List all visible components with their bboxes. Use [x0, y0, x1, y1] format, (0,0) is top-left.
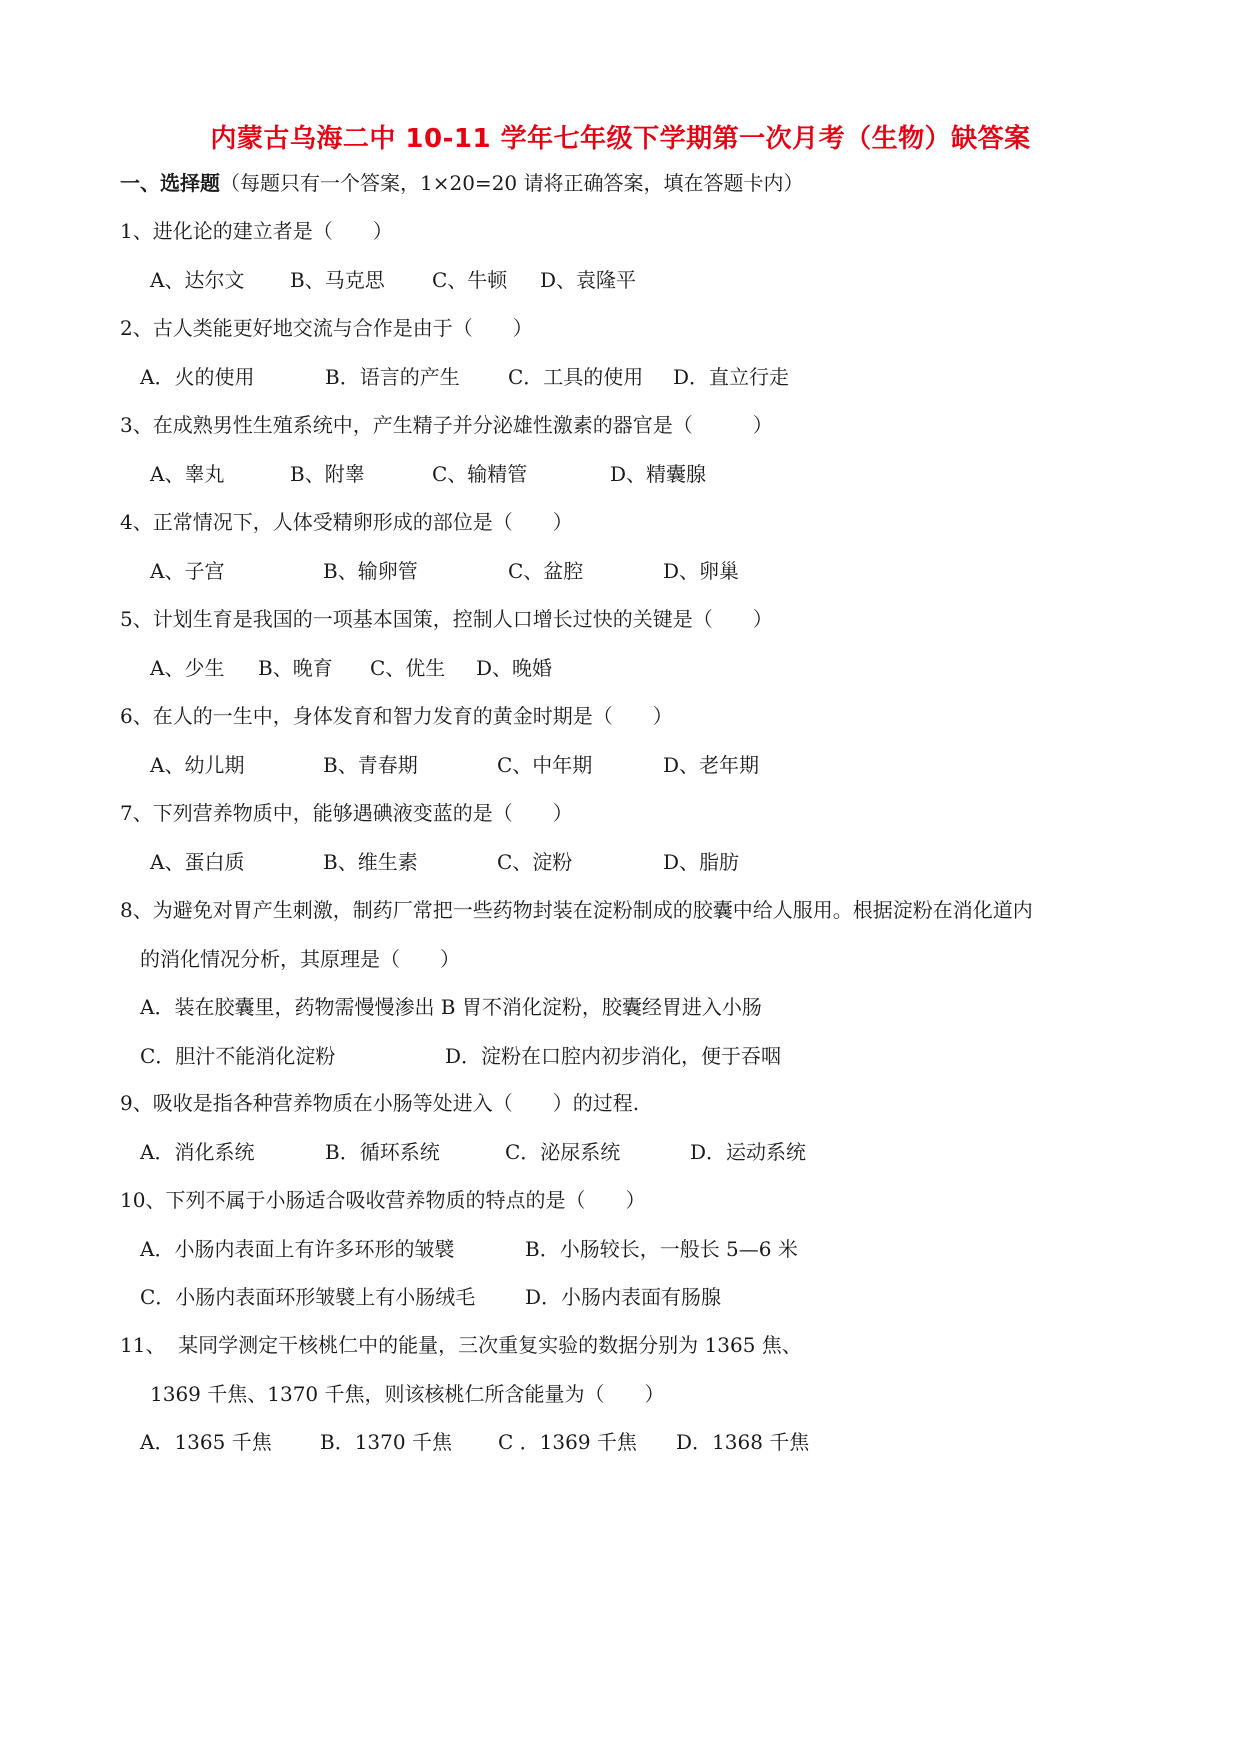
q11-option-c: C ．1369 千焦 — [498, 1430, 637, 1454]
q11-option-d: D．1368 千焦 — [676, 1430, 810, 1454]
q11-option-b: B．1370 千焦 — [320, 1430, 452, 1454]
q10-option-b: B．小肠较长，一般长 5—6 米 — [525, 1237, 798, 1261]
question-stem-11: 11、 某同学测定干核桃仁中的能量，三次重复实验的数据分别为 1365 焦、 — [120, 1333, 802, 1357]
q1-option-d: D、袁隆平 — [540, 268, 637, 292]
q2-option-c: C．工具的使用 — [508, 365, 644, 389]
question-stem-4: 4、正常情况下，人体受精卵形成的部位是（ ） — [120, 510, 573, 534]
q9-option-b: B．循环系统 — [325, 1140, 440, 1164]
q6-option-d: D、老年期 — [663, 753, 760, 777]
question-stem-2: 2、古人类能更好地交流与合作是由于（ ） — [120, 316, 533, 340]
q4-option-b: B、输卵管 — [323, 559, 418, 583]
question-stem-7: 7、下列营养物质中，能够遇碘液变蓝的是（ ） — [120, 801, 573, 825]
q1-option-c: C、牛顿 — [432, 268, 508, 292]
q9-option-d: D．运动系统 — [690, 1140, 807, 1164]
section-heading-row — [120, 170, 804, 196]
q4-option-d: D、卵巢 — [663, 559, 740, 583]
q8-option-c: C．胆汁不能消化淀粉 — [140, 1044, 336, 1068]
q5-option-a: A、少生 — [150, 656, 225, 680]
q1-option-a: A、达尔文 — [150, 268, 245, 292]
section-note: （每题只有一个答案，1×20=20 请将正确答案，填在答题卡内） — [220, 171, 804, 195]
q10-option-a: A．小肠内表面上有许多环形的皱襞 — [140, 1237, 455, 1261]
q3-option-c: C、输精管 — [432, 462, 528, 486]
q10-option-c: C．小肠内表面环形皱襞上有小肠绒毛 — [140, 1285, 476, 1309]
q7-option-d: D、脂肪 — [663, 850, 740, 874]
q2-option-b: B．语言的产生 — [325, 365, 460, 389]
page-title: 内蒙古乌海二中 10-11 学年七年级下学期第一次月考（生物）缺答案 — [210, 124, 1031, 154]
question-stem-8: 8、为避免对胃产生刺激，制药厂常把一些药物封装在淀粉制成的胶囊中给人服用。根据淀粉在消化道内 — [120, 898, 1033, 922]
q7-option-b: B、维生素 — [323, 850, 418, 874]
question-stem-1: 1、进化论的建立者是（ ） — [120, 219, 393, 243]
q9-option-a: A．消化系统 — [140, 1140, 255, 1164]
q6-option-c: C、中年期 — [497, 753, 593, 777]
q9-option-c: C．泌尿系统 — [505, 1140, 621, 1164]
q1-option-b: B、马克思 — [290, 268, 385, 292]
q2-option-a: A．火的使用 — [140, 365, 255, 389]
q3-option-b: B、附睾 — [290, 462, 365, 486]
question-stem-11-cont: 1369 千焦、1370 千焦，则该核桃仁所含能量为（ ） — [150, 1382, 665, 1406]
q7-option-a: A、蛋白质 — [150, 850, 245, 874]
q8-option-ab: A．装在胶囊里，药物需慢慢渗出 B 胃不消化淀粉，胶囊经胃进入小肠 — [140, 995, 762, 1019]
q6-option-a: A、幼儿期 — [150, 753, 245, 777]
q8-option-d: D．淀粉在口腔内初步消化，便于吞咽 — [445, 1044, 782, 1068]
q5-option-c: C、优生 — [370, 656, 446, 680]
question-stem-5: 5、计划生育是我国的一项基本国策，控制人口增长过快的关键是（ ） — [120, 607, 773, 631]
q3-option-d: D、精囊腺 — [610, 462, 707, 486]
q6-option-b: B、青春期 — [323, 753, 418, 777]
q10-option-d: D．小肠内表面有肠腺 — [525, 1285, 722, 1309]
q7-option-c: C、淀粉 — [497, 850, 573, 874]
question-stem-10: 10、下列不属于小肠适合吸收营养物质的特点的是（ ） — [120, 1188, 646, 1212]
question-stem-3: 3、在成熟男性生殖系统中，产生精子并分泌雄性激素的器官是（ ） — [120, 413, 773, 437]
q2-option-d: D．直立行走 — [673, 365, 790, 389]
q4-option-a: A、子宫 — [150, 559, 225, 583]
q3-option-a: A、睾丸 — [150, 462, 225, 486]
section-heading: 一、选择题 — [120, 171, 220, 195]
question-stem-8-cont: 的消化情况分析，其原理是（ ） — [140, 947, 460, 971]
q11-option-a: A．1365 千焦 — [140, 1430, 272, 1454]
q5-option-b: B、晚育 — [258, 656, 333, 680]
q5-option-d: D、晚婚 — [476, 656, 553, 680]
question-stem-9: 9、吸收是指各种营养物质在小肠等处进入（ ）的过程. — [120, 1091, 640, 1115]
question-stem-6: 6、在人的一生中，身体发育和智力发育的黄金时期是（ ） — [120, 704, 673, 728]
q4-option-c: C、盆腔 — [508, 559, 584, 583]
